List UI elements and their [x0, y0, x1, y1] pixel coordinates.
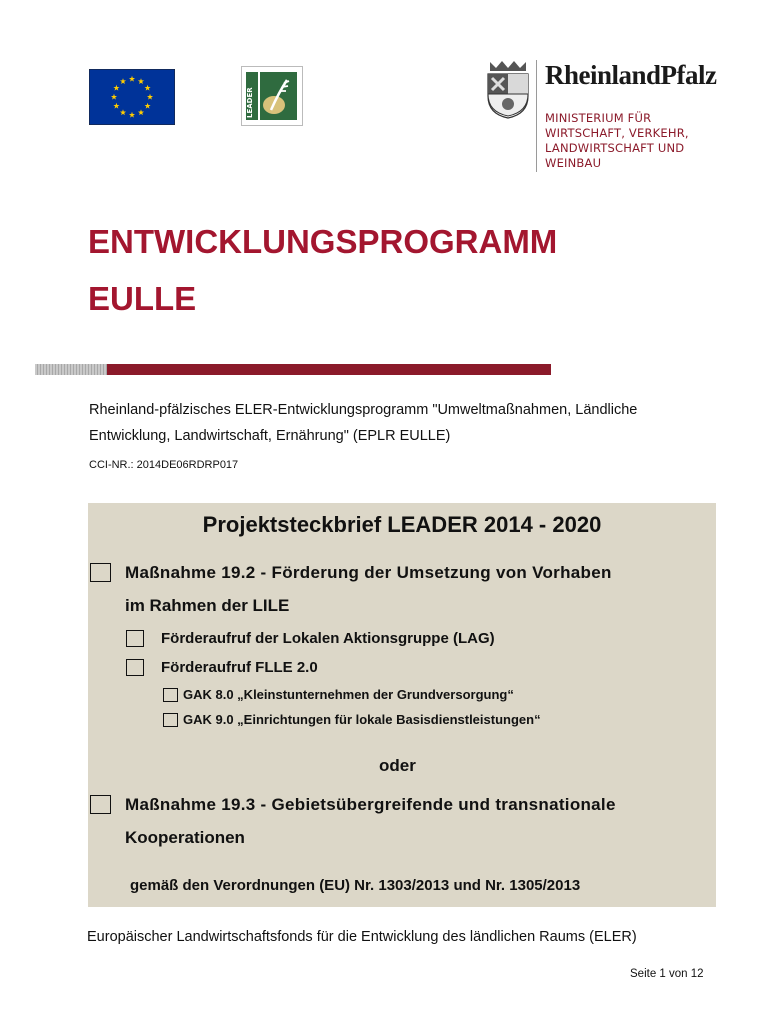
ministry-line-4: WEINBAU — [545, 156, 602, 170]
regulation-note: gemäß den Verordnungen (EU) Nr. 1303/2013 und Nr. 1305/2013 — [130, 877, 581, 894]
box-title: Projektsteckbrief LEADER 2014 - 2020 — [202, 512, 602, 537]
fund-footer: Europäischer Landwirtschaftsfonds für die Entwicklung des ländlichen Raums (ELER) — [87, 929, 637, 945]
gak-8-checkbox[interactable] — [163, 688, 178, 702]
leader-logo-icon — [241, 66, 303, 126]
document-title-line-2: EULLE — [88, 280, 197, 317]
page-number: Seite 1 von 12 — [630, 968, 704, 980]
title-rule-grey — [35, 364, 107, 375]
measure-19-2-label-line-1: Maßnahme 19.2 - Förderung der Umsetzung von Vorhaben — [125, 563, 612, 582]
program-description-line-2: Entwicklung, Landwirtschaft, Ernährung" (EPLR EULLE) — [89, 428, 451, 444]
rlp-brand-name: RheinlandPfalz — [545, 60, 717, 90]
gak-9-label: GAK 9.0 „Einrichtungen für lokale Basisdienstleistungen“ — [183, 712, 541, 727]
title-rule-red — [107, 364, 551, 375]
ministry-line-3: LANDWIRTSCHAFT UND — [545, 141, 685, 155]
measure-19-2-checkbox[interactable] — [90, 563, 111, 582]
leader-logo-text: LEADER — [246, 87, 254, 118]
flle-call-checkbox[interactable] — [126, 659, 144, 676]
project-brief-box — [88, 503, 716, 907]
document-title-line-1: ENTWICKLUNGSPROGRAMM — [88, 223, 558, 260]
measure-19-3-checkbox[interactable] — [90, 795, 111, 814]
lag-call-checkbox[interactable] — [126, 630, 144, 647]
header-divider — [536, 60, 537, 172]
lag-call-label: Förderaufruf der Lokalen Aktionsgruppe (LAG) — [161, 630, 495, 647]
flle-call-label: Förderaufruf FLLE 2.0 — [161, 659, 318, 676]
ministry-line-1: MINISTERIUM FÜR — [545, 111, 652, 125]
cci-number: CCI-NR.: 2014DE06RDRP017 — [89, 459, 239, 471]
ministry-line-2: WIRTSCHAFT, VERKEHR, — [545, 126, 689, 140]
measure-19-2-label-line-2: im Rahmen der LILE — [125, 596, 290, 615]
rlp-coat-of-arms-icon — [482, 58, 534, 120]
eu-flag-icon — [89, 69, 175, 125]
oder-label: oder — [379, 756, 416, 775]
gak-9-checkbox[interactable] — [163, 713, 178, 727]
program-description-line-1: Rheinland-pfälzisches ELER-Entwicklungsprogramm "Umweltmaßnahmen, Ländliche — [89, 402, 638, 418]
gak-8-label: GAK 8.0 „Kleinstunternehmen der Grundversorgung“ — [183, 687, 514, 702]
measure-19-3-label-line-1: Maßnahme 19.3 - Gebietsübergreifende und transnationale — [125, 795, 616, 814]
measure-19-3-label-line-2: Kooperationen — [125, 828, 245, 847]
